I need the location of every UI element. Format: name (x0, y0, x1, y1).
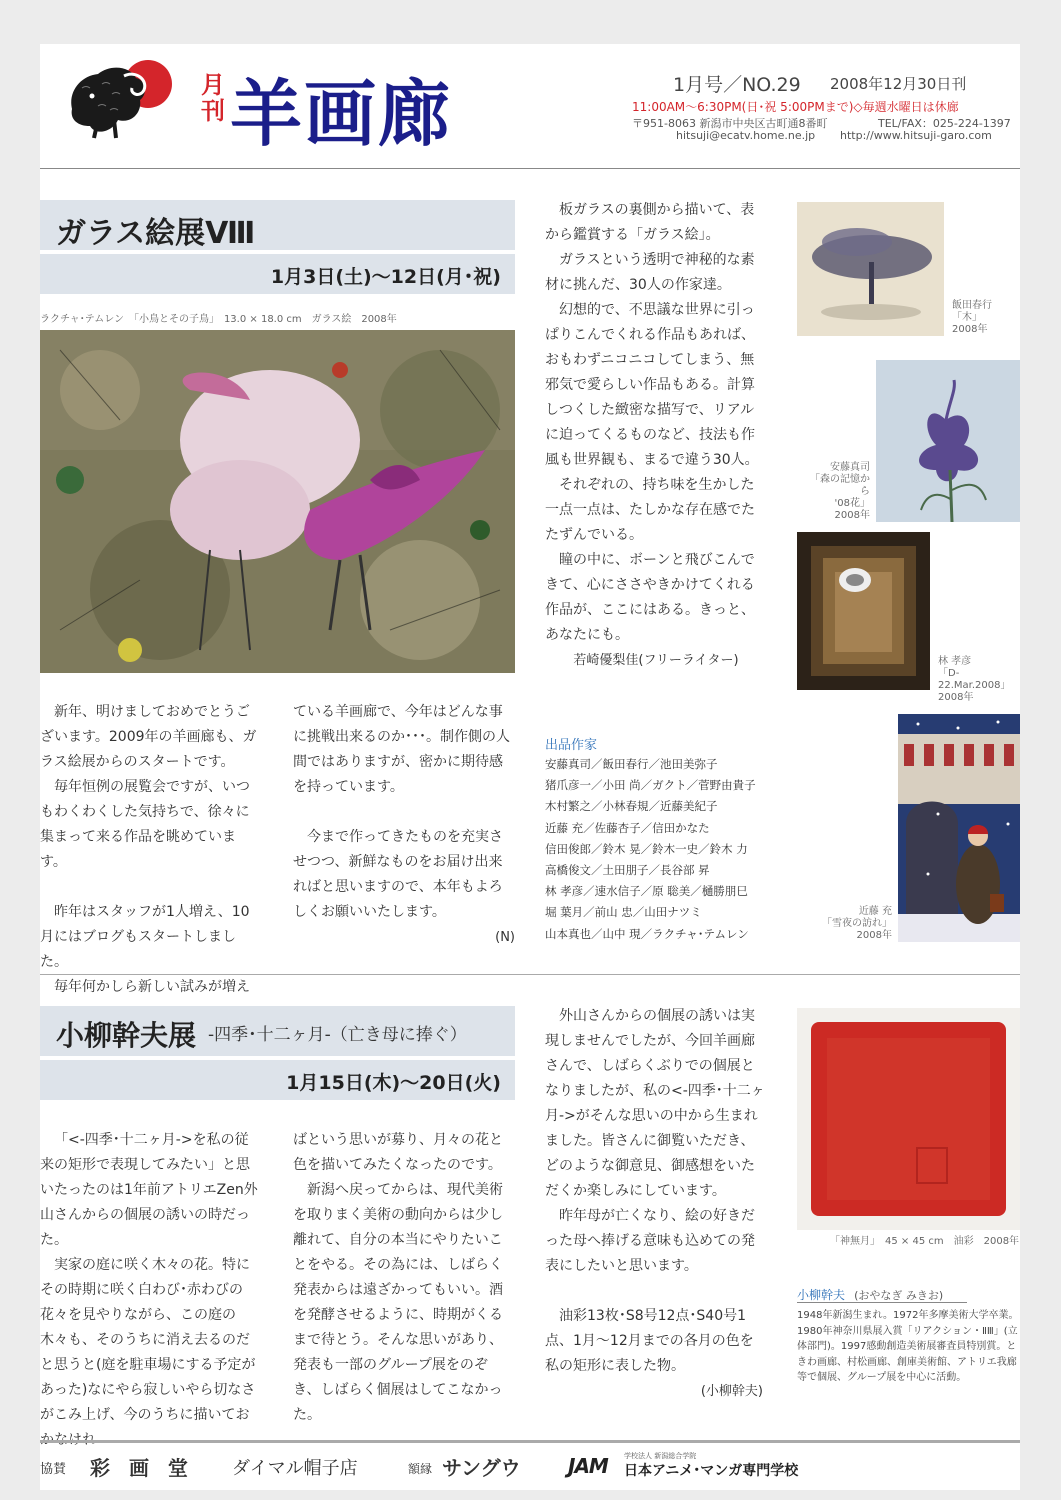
caption-line: 林 孝彦 (938, 656, 972, 667)
artists-list (545, 754, 775, 945)
koyanagi-title-box (40, 1006, 515, 1056)
glass-col3-p2: ガラスという透明で神秘的な素材に挑んだ、30人の作家達。 (545, 252, 755, 293)
koyanagi-text-col1 (40, 1128, 262, 1453)
jam-logo: JAM (568, 1454, 608, 1478)
artists-line: 猪爪彦一／小田 尚／ガクト／菅野由貴子 (545, 778, 756, 793)
frame-label: 額縁 (408, 1462, 433, 1476)
glass-title-box (40, 200, 515, 250)
glass-col2-gap (293, 800, 515, 825)
glass-text-col1 (40, 700, 262, 1000)
bio-underline (797, 1302, 967, 1303)
artists-heading: 出品作家 (545, 738, 598, 753)
issue-number: 1月号／NO.29 (673, 74, 801, 96)
issue-date: 2008年12月30日刊 (830, 75, 967, 93)
header-divider (40, 168, 1020, 169)
glass-col2-sign: (N) (495, 930, 515, 945)
caption-abstract (938, 656, 1020, 704)
koyanagi-col3-sign: (小柳幹夫) (700, 1384, 763, 1399)
sponsor-label: 協賛 (40, 1462, 67, 1477)
koyanagi-title: 小柳幹夫展 (56, 1019, 197, 1052)
caption-line: 安藤真司 (830, 462, 870, 473)
glass-col2-p2: 今まで作ってきたものを充実させつつ、新鮮なものをお届け出来ればと思いますので、本年もよろしくお願いいたします。 (293, 829, 503, 920)
glass-col1-p4: 毎年何かしら新しい試みが増え (54, 979, 250, 995)
artists-line: 高橋俊文／土田朋子／長谷部 昇 (545, 863, 710, 878)
artwork-iris-image (876, 360, 1020, 522)
monthly-label (200, 72, 226, 124)
monthly-char-2: 刊 (201, 97, 225, 125)
caption-line: '08花」 (834, 498, 870, 509)
artwork-snow-night-image (898, 714, 1020, 942)
koyanagi-col3-p2: 昨年母が亡くなり、絵の好きだった母へ捧げる意味も込めての発表にしたいと思います。 (545, 1208, 755, 1274)
artist-bio-heading (797, 1284, 943, 1303)
koyanagi-text-col3 (545, 1004, 767, 1404)
glass-col1-gap (40, 875, 262, 900)
artists-line: 木村繁之／小林春規／近藤美紀子 (545, 799, 718, 814)
koyanagi-col3-gap (545, 1279, 767, 1304)
koyanagi-col1-p2: 実家の庭に咲く木々の花。特にその時期に咲く白わび･赤わびの花々を見やりながら、この庭の木々も、そのうちに消え去るのだと思うと(庭を駐車場にする予定があった)なにやら寂しいやら切なさがこみ上げ、今のうちに描いてお (40, 1257, 256, 1423)
caption-line: 2008年 (952, 324, 988, 335)
artwork-tree-image (797, 202, 944, 336)
sheep-logo-icon (62, 54, 182, 144)
main-artwork-caption: ラクチャ･テムレン 「小鳥とその子鳥」 13.0 × 18.0 cm ガラス絵 2008年 (40, 314, 397, 325)
koyanagi-col1-p1: 「<-四季･十二ヶ月->を私の従来の矩形で表現してみたい」と思いたったのは1年前アトリエZen外山さんからの個展の誘いの時だった。 (40, 1132, 258, 1248)
footer-divider (40, 1440, 1020, 1443)
artists-line: 安藤真司／飯田春行／池田美弥子 (545, 757, 718, 771)
school-corp: 学校法人 新潟総合学院 (624, 1452, 697, 1460)
glass-painting-bird (40, 330, 515, 673)
caption-line: 飯田春行 (952, 300, 992, 311)
tel-fax: TEL/FAX：025-224-1397 (878, 117, 1011, 130)
newsletter-page (40, 44, 1020, 1490)
caption-line: 近藤 充 (858, 906, 892, 917)
red-painting-caption: 「神無月」 45 × 45 cm 油彩 2008年 (830, 1236, 1020, 1247)
glass-dates: 1月3日(土)～12日(月･祝) (270, 266, 501, 288)
koyanagi-dates: 1月15日(木)～20日(火) (286, 1072, 501, 1094)
caption-line: 「森の記憶から (810, 474, 870, 497)
glass-text-col2 (293, 700, 515, 950)
glass-col3-sign: 若崎優梨佳(フリーライター) (573, 653, 739, 668)
koyanagi-subtitle: -四季･十二ヶ月-（亡き母に捧ぐ） (208, 1025, 467, 1045)
glass-col1-p2: 毎年恒例の展覧会ですが、いつもわくわくした気持ちで、徐々に集まって来る作品を眺めています。 (40, 779, 250, 870)
koyanagi-col3-p3: 油彩13枚･S8号12点･S40号1点、1月～12月までの各月の色を私の矩形に表した物。 (545, 1308, 754, 1374)
caption-line: 「木」 (952, 312, 982, 323)
monthly-char-1: 月 (201, 71, 225, 99)
artist-reading: (おやなぎ みきお) (854, 1289, 944, 1302)
koyanagi-date-box (40, 1060, 515, 1100)
magazine-title: 羊画廊 (230, 72, 453, 156)
artists-line: 林 孝彦／速水信子／原 聡美／樋勝朋巳 (545, 884, 748, 899)
caption-line: 2008年 (856, 930, 892, 941)
gallery-hours: 11:00AM～6:30PM(日･祝 5:00PMまで)◇毎週水曜日は休廊 (632, 100, 959, 114)
school-name: 日本アニメ･マンガ専門学校 (624, 1463, 799, 1479)
artist-name: 小柳幹夫 (797, 1288, 846, 1302)
glass-date-box (40, 254, 515, 294)
glass-col3-p5: 瞳の中に、ボーンと飛びこんできて、心にささやきかけてくれる作品が、ここにはある。きっと、あなたにも。 (545, 552, 755, 643)
website-url[interactable]: http://www.hitsuji-garo.com (840, 129, 992, 142)
address: 〒951-8063 新潟市中央区古町通8番町 (632, 117, 828, 130)
sponsor-daimaru: ダイマル帽子店 (232, 1458, 358, 1479)
artwork-red-square-image (797, 1008, 1020, 1230)
caption-iris (810, 462, 870, 522)
caption-line: 2008年 (834, 510, 870, 521)
sponsor-saigado: 彩 画 堂 (90, 1456, 194, 1480)
glass-text-col3 (545, 198, 767, 673)
koyanagi-col2-p1: ばという思いが募り、月々の花と色を描いてみたくなったのです。 (293, 1132, 503, 1173)
glass-title: ガラス絵展Ⅷ (56, 216, 256, 251)
artist-bio: 1948年新潟生まれ。1972年多摩美術大学卒業。1980年神奈川県展入賞「リアクション・ⅡⅢ」(立体部門)。1997感動創造美術展審査員特別賞。ときわ画廊、村松画廊、創庫美術館、アトリエ我廊等で個展、グループ展を中心に活動。 (797, 1310, 1019, 1383)
sponsor-sangu: サングウ (442, 1456, 521, 1480)
artists-line: 堀 葉月／前山 忠／山田ナツミ (545, 905, 702, 920)
caption-line: 「雪夜の訪れ」 (822, 918, 892, 929)
caption-line: 「D-22.Mar.2008」 (938, 668, 1011, 691)
caption-snow-night (820, 906, 892, 942)
koyanagi-col3-p1: 外山さんからの個展の誘いは実現しませんでしたが、今回羊画廊さんで、しばらくぶりでの個展となりましたが、私の<-四季･十二ヶ月->がそんな思いの中から生まれました。皆さんに御覧いただき、どのような御意見、御感想をいただくか楽しみにしています。 (545, 1008, 765, 1199)
glass-col3-p4: それぞれの、持ち味を生かした一点一点は、たしかな存在感でたたずんでいる。 (545, 477, 755, 543)
artists-line: 信田俊郎／鈴木 晃／鈴木一史／鈴木 力 (545, 841, 748, 856)
glass-col1-p1: 新年、明けましておめでとうございます。2009年の羊画廊も、ガラス絵展からのスタートです。 (40, 704, 257, 770)
koyanagi-col2-p2: 新潟へ戻ってからは、現代美術を取りまく美術の動向からは少し離れて、自分の本当にやりたいことをやる。その為には、しばらく発表からは遠ざかってもいい。酒を発酵させるように、時期がくるまで待とう。そんな思いがあり、発表も一部のグループ展をのぞき、しばらく個展はしてこなかった。 (293, 1182, 503, 1423)
section-divider (40, 974, 1020, 975)
artwork-abstract-image (797, 532, 930, 690)
artists-line: 近藤 充／佐藤杏子／信田かなた (545, 820, 710, 835)
caption-tree (952, 300, 992, 336)
email[interactable]: hitsuji@ecatv.home.ne.jp (676, 129, 816, 142)
caption-line: 2008年 (938, 692, 974, 703)
glass-col1-p3: 昨年はスタッフが1人増え、10月にはブログもスタートしました。 (40, 904, 250, 970)
koyanagi-text-col2 (293, 1128, 515, 1428)
glass-col3-p1: 板ガラスの裏側から描いて、表から鑑賞する「ガラス絵」。 (545, 202, 755, 243)
glass-col3-p3: 幻想的で、不思議な世界に引っぱりこんでくれる作品もあれば、おもわずニコニコしてしまう、無邪気で愛らしい作品もある。計算しつくした緻密な描写で、リアルに迫ってくるものなど、技法も作風も世界観も、まるで違う30人。 (545, 302, 759, 468)
artists-line: 山本真也／山中 現／ラクチャ･テムレン (545, 926, 749, 941)
glass-col2-p1: ている羊画廊で、今年はどんな事に挑戦出来るのか･･･。制作側の人間ではありますが、密かに期待感を持っています。 (293, 704, 510, 795)
